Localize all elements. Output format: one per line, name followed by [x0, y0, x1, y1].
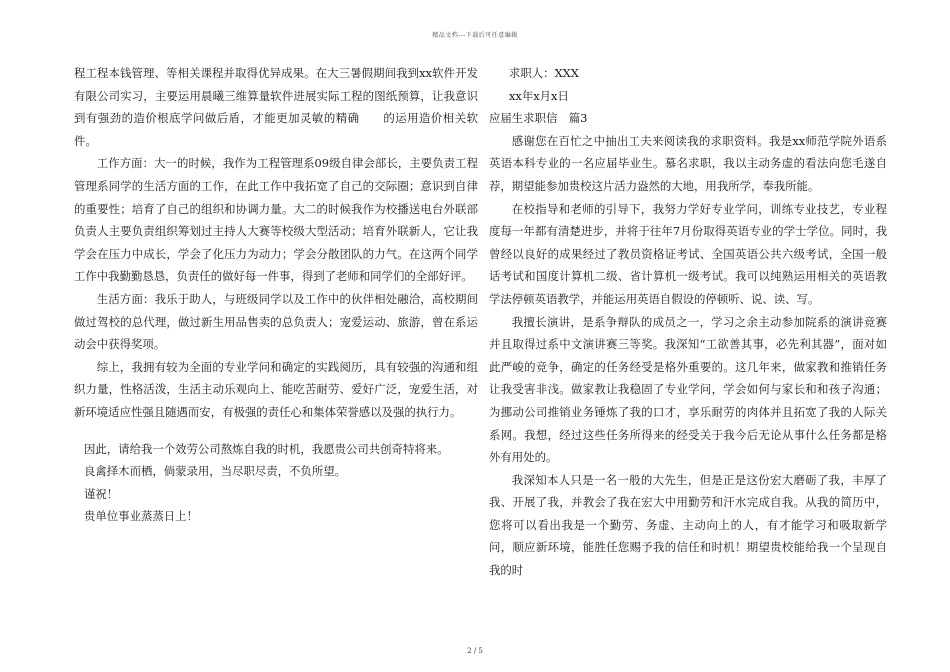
- paragraph-life: 生活方面：我乐于助人，与班级同学以及工作中的伙伴相处融洽，高校期间做过驾校的总代理，做过新生用品售卖的总负责人；宠爱运动、旅游，曾在系运动会中获得奖项。: [74, 291, 478, 352]
- section-title: 应届生求职信 篇3: [489, 111, 588, 126]
- right-column: [489, 62, 887, 582]
- letter-date: xx年x月x日: [509, 88, 569, 103]
- paragraph-intro: 感谢您在百忙之中抽出工夫来阅读我的求职资料。我是xx师范学院外语系英语本科专业的一名应届毕业生。慕名求职，我以主动务虚的看法向您毛遂自荐，期望能参加贵校这片活力盎然的大地，用我所学，奉我所能。: [489, 133, 887, 193]
- page-header: 精品文档---下载后可任意编辑: [432, 32, 518, 39]
- paragraph-summary: 综上，我拥有较为全面的专业学问和确定的实践阅历，具有较强的沟通和组织力量，性格活泼，生活主动乐观向上、能吃苦耐劳、爱好广泛，宠爱生活，对新环境适应性强且随遇而安，有极强的责任心和集体荣誉感以及强的执行力。: [74, 359, 478, 419]
- paragraph-self-description: 我深知本人只是一名一般的大先生，但是正是这份宏大磨砺了我，丰厚了我、开展了我，并教会了我在宏大中用勤劳和汗水完成自我。从我的简历中，您将可以看出我是一个勤劳、务虚、主动向上的人，有才能学习和吸取新学问，顺应新环境，能胜任您赐予我的信任和时机！期望贵校能给我一个呈现自我的时: [489, 472, 887, 578]
- closing-request: 因此，请给我一个效劳公司熬炼自我的时机，我愿贵公司共创奇特将来。: [84, 441, 449, 456]
- applicant-name: 求职人：XXX: [509, 66, 579, 80]
- paragraph-experience: 我擅长演讲，是系争辩队的成员之一，学习之余主动参加院系的演讲竞赛并且取得过系中文演讲赛三等奖。我深知“工欲善其事，必先利其器”，面对如此严峻的竞争，确定的任务经受是格外重要的。这几年来，做家教和推销任务让我受害非浅。做家教让我稳固了专业学问，学会如何与家长和和孩子沟通；为挪动公司推销业务锤炼了我的口才，享乐耐劳的肉体并且拓宽了我的人际关系网。我想，经过这些任务所得来的经受关于我今后无论从事什么任务都是格外有用处的。: [489, 314, 887, 465]
- salutation: 谨祝！: [84, 486, 119, 501]
- paragraph-study-continued: 程工程本钱管理、等相关课程并取得优异成果。在大三暑假期间我到xx软件开发有限公司实习，主要运用晨曦三维算量软件进展实际工程的图纸预算，让我意识到有强劲的造价根底学问做后盾，才能更加灵敏的精确 的运用造价相关软件。: [74, 66, 478, 148]
- closing-wish: 贵单位事业蒸蒸日上！: [84, 509, 198, 524]
- closing-phrase: 良禽择木而栖，倘蒙录用，当尽职尽责，不负所望。: [84, 464, 346, 479]
- paragraph-education: 在校指导和老师的引导下，我努力学好专业学问，训练专业技艺，专业程度每一年都有清楚进步，并将于往年7月份取得英语专业的学士学位。同时，我曾经以良好的成果经过了教员资格证考试、全国英语公共六级考试，全国一般话考试和国度计算机二级、省计算机一级考试。我可以纯熟运用相关的英语教学法停顿英语教学，并能运用英语自假设的停顿听、说、读、写。: [489, 201, 887, 306]
- page-number: 2 / 5: [467, 647, 483, 655]
- paragraph-work: 工作方面：大一的时候，我作为工程管理系09级自律会部长，主要负责工程管理系同学的生活方面的工作，在此工作中我拓宽了自己的交际圈；意识到自律的重要性；培育了自己的组织和协调力量。大二的时候我作为校播送电台外联部负责人主要负责组织筹划过主持人大赛等校级大型活动；培育外联新人，它让我学会在压力中成长，学会了化压力为动力；学会分散团队的力气。在这两个同学工作中我勤勤恳恳，负责任的做好每一件事，得到了老师和同学们的全部好评。: [74, 156, 478, 284]
- spacer: [74, 424, 478, 438]
- left-column: [74, 62, 478, 528]
